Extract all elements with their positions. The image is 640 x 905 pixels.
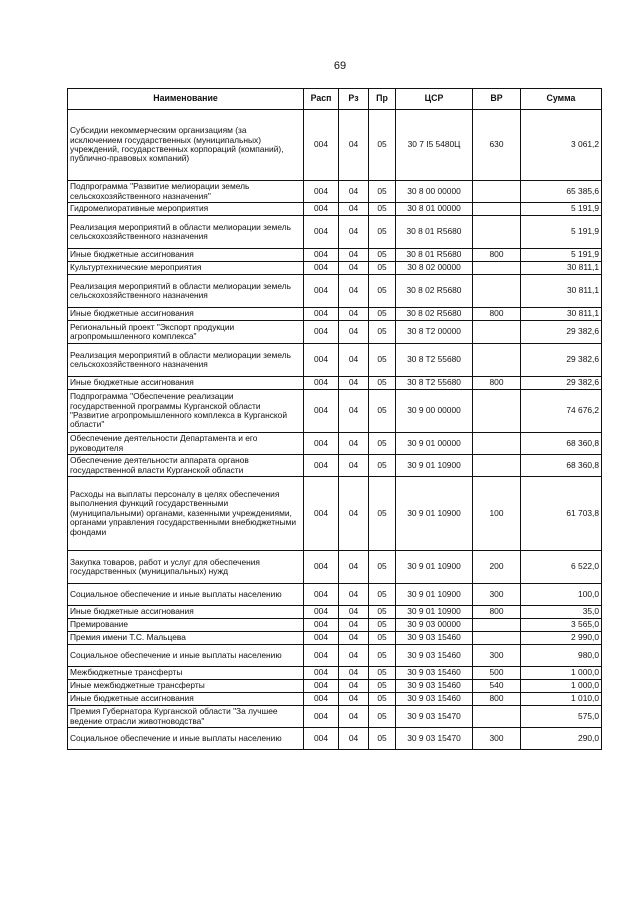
cell-vr: 540: [473, 680, 521, 693]
cell-pr: 05: [369, 308, 396, 321]
cell-name: Субсидии некоммерческим организациям (за исключением государственных (муниципальных) учреждений, государственных корпораций (компаний), публично-правовых компаний): [68, 110, 304, 181]
table-row: [68, 551, 602, 584]
table-row: [68, 275, 602, 308]
cell-pr: 05: [369, 275, 396, 308]
cell-csr: 30 8 00 00000: [396, 181, 473, 203]
cell-rz: 04: [339, 249, 369, 262]
cell-sum: 1 010,0: [521, 693, 602, 706]
cell-csr: 30 9 03 15460: [396, 645, 473, 667]
cell-vr: [473, 216, 521, 249]
cell-name: Премия Губернатора Курганской области "За лучшее ведение отрасли животноводства": [68, 706, 304, 728]
cell-vr: [473, 344, 521, 377]
cell-csr: 30 7 I5 5480Ц: [396, 110, 473, 181]
cell-rasp: 004: [304, 551, 339, 584]
cell-vr: [473, 706, 521, 728]
col-header-vr: ВР: [473, 89, 521, 110]
col-header-rz: Рз: [339, 89, 369, 110]
cell-pr: 05: [369, 203, 396, 216]
cell-name: Расходы на выплаты персоналу в целях обеспечения выполнения функций государственными (муниципальными) органами, казенными учреждениями, органами управления государственными внебюджетными фондами: [68, 477, 304, 551]
cell-rz: 04: [339, 216, 369, 249]
cell-rz: 04: [339, 632, 369, 645]
cell-sum: 3 565,0: [521, 619, 602, 632]
cell-pr: 05: [369, 693, 396, 706]
cell-rz: 04: [339, 693, 369, 706]
budget-table: [67, 88, 602, 750]
cell-csr: 30 9 03 00000: [396, 619, 473, 632]
cell-name: Культуртехнические мероприятия: [68, 262, 304, 275]
table-row: [68, 693, 602, 706]
cell-rz: 04: [339, 321, 369, 344]
col-header-rasp: Расп: [304, 89, 339, 110]
cell-pr: 05: [369, 606, 396, 619]
cell-sum: 1 000,0: [521, 680, 602, 693]
cell-rasp: 004: [304, 606, 339, 619]
cell-csr: 30 8 01 R5680: [396, 249, 473, 262]
cell-rasp: 004: [304, 262, 339, 275]
cell-sum: 100,0: [521, 584, 602, 606]
cell-vr: 800: [473, 249, 521, 262]
cell-name: Обеспечение деятельности аппарата органов государственной власти Курганской области: [68, 455, 304, 477]
cell-sum: 30 811,1: [521, 275, 602, 308]
table-row: [68, 321, 602, 344]
cell-pr: 05: [369, 344, 396, 377]
cell-name: Иные бюджетные ассигнования: [68, 377, 304, 390]
cell-name: Реализация мероприятий в области мелиорации земель сельскохозяйственного назначения: [68, 216, 304, 249]
cell-name: Гидромелиоративные мероприятия: [68, 203, 304, 216]
table-row: [68, 390, 602, 433]
cell-csr: 30 9 01 10900: [396, 455, 473, 477]
cell-sum: 2 990,0: [521, 632, 602, 645]
cell-vr: 630: [473, 110, 521, 181]
table-row: [68, 619, 602, 632]
table-row: [68, 203, 602, 216]
cell-rz: 04: [339, 645, 369, 667]
cell-sum: 5 191,9: [521, 216, 602, 249]
cell-sum: 30 811,1: [521, 308, 602, 321]
cell-name: Закупка товаров, работ и услуг для обеспечения государственных (муниципальных) нужд: [68, 551, 304, 584]
cell-vr: 200: [473, 551, 521, 584]
cell-rasp: 004: [304, 645, 339, 667]
cell-rz: 04: [339, 181, 369, 203]
cell-csr: 30 9 00 00000: [396, 390, 473, 433]
table-row: [68, 632, 602, 645]
cell-csr: 30 8 01 00000: [396, 203, 473, 216]
cell-vr: [473, 275, 521, 308]
cell-vr: [473, 321, 521, 344]
cell-vr: [473, 632, 521, 645]
page-number: 69: [333, 60, 347, 72]
cell-vr: [473, 181, 521, 203]
table-row: [68, 728, 602, 750]
cell-rasp: 004: [304, 706, 339, 728]
cell-rz: 04: [339, 433, 369, 455]
cell-pr: 05: [369, 680, 396, 693]
cell-sum: 3 061,2: [521, 110, 602, 181]
cell-sum: 29 382,6: [521, 344, 602, 377]
cell-rz: 04: [339, 275, 369, 308]
cell-rasp: 004: [304, 377, 339, 390]
cell-pr: 05: [369, 455, 396, 477]
cell-csr: 30 9 03 15460: [396, 667, 473, 680]
cell-csr: 30 8 02 R5680: [396, 308, 473, 321]
cell-name: Иные бюджетные ассигнования: [68, 308, 304, 321]
cell-rasp: 004: [304, 680, 339, 693]
cell-name: Обеспечение деятельности Департамента и его руководителя: [68, 433, 304, 455]
cell-csr: 30 9 03 15470: [396, 728, 473, 750]
cell-rz: 04: [339, 203, 369, 216]
cell-rasp: 004: [304, 216, 339, 249]
cell-pr: 05: [369, 262, 396, 275]
table-row: [68, 377, 602, 390]
cell-name: Подпрограмма "Развитие мелиорации земель сельскохозяйственного назначения": [68, 181, 304, 203]
cell-rz: 04: [339, 477, 369, 551]
cell-rasp: 004: [304, 632, 339, 645]
cell-pr: 05: [369, 390, 396, 433]
cell-name: Социальное обеспечение и иные выплаты населению: [68, 584, 304, 606]
cell-rasp: 004: [304, 181, 339, 203]
cell-rasp: 004: [304, 203, 339, 216]
cell-csr: 30 9 01 10900: [396, 584, 473, 606]
cell-sum: 5 191,9: [521, 203, 602, 216]
cell-vr: [473, 619, 521, 632]
cell-rasp: 004: [304, 455, 339, 477]
cell-pr: 05: [369, 477, 396, 551]
cell-csr: 30 9 03 15460: [396, 693, 473, 706]
cell-name: Реализация мероприятий в области мелиорации земель сельскохозяйственного назначения: [68, 344, 304, 377]
cell-rz: 04: [339, 390, 369, 433]
cell-vr: 800: [473, 606, 521, 619]
cell-pr: 05: [369, 321, 396, 344]
table-row: [68, 308, 602, 321]
cell-pr: 05: [369, 645, 396, 667]
cell-vr: [473, 455, 521, 477]
cell-name: Региональный проект "Экспорт продукции агропромышленного комплекса": [68, 321, 304, 344]
cell-name: Реализация мероприятий в области мелиорации земель сельскохозяйственного назначения: [68, 275, 304, 308]
cell-rasp: 004: [304, 110, 339, 181]
cell-vr: 800: [473, 693, 521, 706]
cell-rasp: 004: [304, 433, 339, 455]
cell-sum: 6 522,0: [521, 551, 602, 584]
cell-name: Подпрограмма "Обеспечение реализации государственной программы Курганской области "Развитие агропромышленного комплекса в Курганской области": [68, 390, 304, 433]
table-row: [68, 455, 602, 477]
cell-rz: 04: [339, 551, 369, 584]
table-row: [68, 216, 602, 249]
cell-vr: 500: [473, 667, 521, 680]
table-row: [68, 433, 602, 455]
cell-rz: 04: [339, 606, 369, 619]
cell-pr: 05: [369, 584, 396, 606]
cell-rasp: 004: [304, 619, 339, 632]
cell-rasp: 004: [304, 321, 339, 344]
cell-sum: 30 811,1: [521, 262, 602, 275]
cell-csr: 30 8 02 00000: [396, 262, 473, 275]
cell-pr: 05: [369, 216, 396, 249]
cell-csr: 30 9 03 15470: [396, 706, 473, 728]
cell-sum: 68 360,8: [521, 455, 602, 477]
cell-pr: 05: [369, 728, 396, 750]
cell-name: Иные бюджетные ассигнования: [68, 249, 304, 262]
cell-pr: 05: [369, 110, 396, 181]
cell-rasp: 004: [304, 667, 339, 680]
cell-csr: 30 8 T2 55680: [396, 344, 473, 377]
cell-name: Социальное обеспечение и иные выплаты населению: [68, 645, 304, 667]
cell-sum: 74 676,2: [521, 390, 602, 433]
cell-vr: 300: [473, 645, 521, 667]
table-row: [68, 262, 602, 275]
cell-csr: 30 9 01 10900: [396, 606, 473, 619]
cell-pr: 05: [369, 619, 396, 632]
cell-sum: 575,0: [521, 706, 602, 728]
cell-rz: 04: [339, 455, 369, 477]
table-row: [68, 181, 602, 203]
cell-pr: 05: [369, 706, 396, 728]
cell-pr: 05: [369, 377, 396, 390]
cell-sum: 68 360,8: [521, 433, 602, 455]
cell-sum: 5 191,9: [521, 249, 602, 262]
cell-name: Иные бюджетные ассигнования: [68, 606, 304, 619]
table-row: [68, 645, 602, 667]
cell-pr: 05: [369, 181, 396, 203]
cell-rasp: 004: [304, 390, 339, 433]
cell-rz: 04: [339, 344, 369, 377]
cell-name: Иные бюджетные ассигнования: [68, 693, 304, 706]
cell-rz: 04: [339, 706, 369, 728]
cell-pr: 05: [369, 433, 396, 455]
cell-name: Социальное обеспечение и иные выплаты населению: [68, 728, 304, 750]
cell-vr: 300: [473, 584, 521, 606]
cell-pr: 05: [369, 632, 396, 645]
cell-sum: 35,0: [521, 606, 602, 619]
cell-name: Иные межбюджетные трансферты: [68, 680, 304, 693]
cell-name: Премирование: [68, 619, 304, 632]
cell-name: Премия имени Т.С. Мальцева: [68, 632, 304, 645]
col-header-csr: ЦСР: [396, 89, 473, 110]
table-row: [68, 680, 602, 693]
cell-rasp: 004: [304, 693, 339, 706]
cell-csr: 30 8 T2 55680: [396, 377, 473, 390]
cell-csr: 30 9 03 15460: [396, 632, 473, 645]
cell-vr: 800: [473, 308, 521, 321]
header-row: [68, 89, 602, 110]
col-header-name: Наименование: [68, 89, 304, 110]
cell-rz: 04: [339, 308, 369, 321]
cell-rz: 04: [339, 667, 369, 680]
cell-sum: 980,0: [521, 645, 602, 667]
cell-rasp: 004: [304, 477, 339, 551]
cell-csr: 30 9 01 10900: [396, 551, 473, 584]
table-row: [68, 606, 602, 619]
cell-csr: 30 9 01 00000: [396, 433, 473, 455]
table-row: [68, 477, 602, 551]
cell-csr: 30 8 T2 00000: [396, 321, 473, 344]
cell-vr: 800: [473, 377, 521, 390]
cell-vr: 300: [473, 728, 521, 750]
cell-pr: 05: [369, 667, 396, 680]
cell-vr: [473, 390, 521, 433]
cell-csr: 30 9 01 10900: [396, 477, 473, 551]
cell-rasp: 004: [304, 584, 339, 606]
cell-rz: 04: [339, 262, 369, 275]
cell-sum: 29 382,6: [521, 321, 602, 344]
cell-rz: 04: [339, 728, 369, 750]
cell-sum: 290,0: [521, 728, 602, 750]
cell-rz: 04: [339, 377, 369, 390]
cell-vr: [473, 433, 521, 455]
cell-rasp: 004: [304, 275, 339, 308]
cell-rasp: 004: [304, 249, 339, 262]
cell-csr: 30 9 03 15460: [396, 680, 473, 693]
cell-sum: 65 385,6: [521, 181, 602, 203]
cell-sum: 29 382,6: [521, 377, 602, 390]
cell-vr: [473, 203, 521, 216]
cell-name: Межбюджетные трансферты: [68, 667, 304, 680]
table-row: [68, 584, 602, 606]
col-header-pr: Пр: [369, 89, 396, 110]
table-row: [68, 706, 602, 728]
cell-rz: 04: [339, 110, 369, 181]
cell-sum: 1 000,0: [521, 667, 602, 680]
cell-vr: 100: [473, 477, 521, 551]
cell-vr: [473, 262, 521, 275]
cell-rasp: 004: [304, 308, 339, 321]
cell-sum: 61 703,8: [521, 477, 602, 551]
cell-rasp: 004: [304, 344, 339, 377]
cell-rasp: 004: [304, 728, 339, 750]
table-row: [68, 110, 602, 181]
cell-rz: 04: [339, 680, 369, 693]
table-row: [68, 667, 602, 680]
cell-csr: 30 8 02 R5680: [396, 275, 473, 308]
cell-pr: 05: [369, 249, 396, 262]
cell-rz: 04: [339, 619, 369, 632]
table-row: [68, 249, 602, 262]
cell-pr: 05: [369, 551, 396, 584]
cell-csr: 30 8 01 R5680: [396, 216, 473, 249]
cell-rz: 04: [339, 584, 369, 606]
table-row: [68, 344, 602, 377]
col-header-sum: Сумма: [521, 89, 602, 110]
